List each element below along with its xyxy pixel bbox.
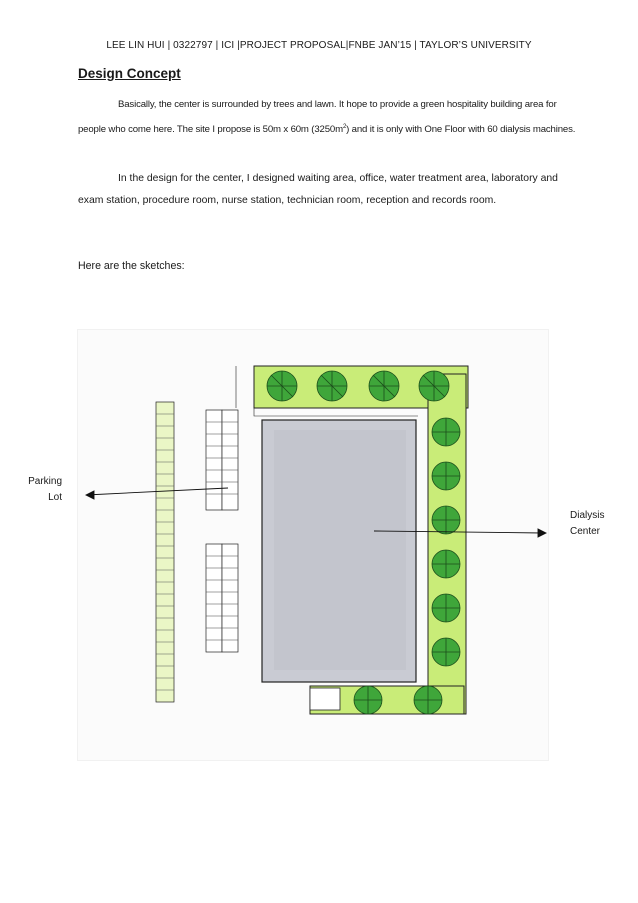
- label-parking-lot: [20, 474, 62, 506]
- paragraph-intro-text: Basically, the center is surrounded by trees and lawn. It hope to provide a green hospitality building area for people who come here. The site I propose is 50m x 60m (3250m: [78, 99, 557, 136]
- tree-right-4: [432, 550, 460, 578]
- label-parking-line2: Lot: [48, 492, 62, 503]
- site-plan-sketch: [77, 329, 549, 761]
- building-shading: [274, 430, 406, 670]
- site-plan-drawing: [78, 330, 548, 760]
- page-header: LEE LIN HUI | 0322797 | ICI |PROJECT PROPOSAL|FNBE JAN’15 | TAYLOR’S UNIVERSITY: [106, 40, 532, 51]
- label-dialysis-center: [570, 508, 630, 540]
- parking-block-upper: [206, 410, 238, 510]
- tree-right-2: [432, 462, 460, 490]
- tree-right-5: [432, 594, 460, 622]
- tree-right-3: [432, 506, 460, 534]
- parking-row-long: [156, 402, 174, 702]
- label-dialysis-line2: Center: [570, 526, 601, 537]
- pavilion: [310, 688, 340, 710]
- section-title: Design Concept: [78, 66, 181, 81]
- paragraph-intro: [78, 94, 578, 141]
- tree-bottom-2: [414, 686, 442, 714]
- paragraph-intro-text-end: ) and it is only with One Floor with 60 dialysis machines.: [346, 124, 576, 136]
- label-parking-line1: Parking: [28, 476, 62, 487]
- tree-top-3: [369, 371, 399, 401]
- paragraph-sketches: Here are the sketches:: [78, 260, 185, 272]
- tree-bottom-1: [354, 686, 382, 714]
- paragraph-design: In the design for the center, I designed waiting area, office, water treatment area, laboratory and exam station, procedure room, nurse station, technician room, reception and records room.: [78, 173, 558, 206]
- tree-right-6: [432, 638, 460, 666]
- tree-top-2: [317, 371, 347, 401]
- tree-right-1: [432, 418, 460, 446]
- tree-top-4: [419, 371, 449, 401]
- tree-top-1: [267, 371, 297, 401]
- label-dialysis-line1: Dialysis: [570, 510, 605, 521]
- parking-block-lower: [206, 544, 238, 652]
- superscript-2: 2: [342, 124, 347, 130]
